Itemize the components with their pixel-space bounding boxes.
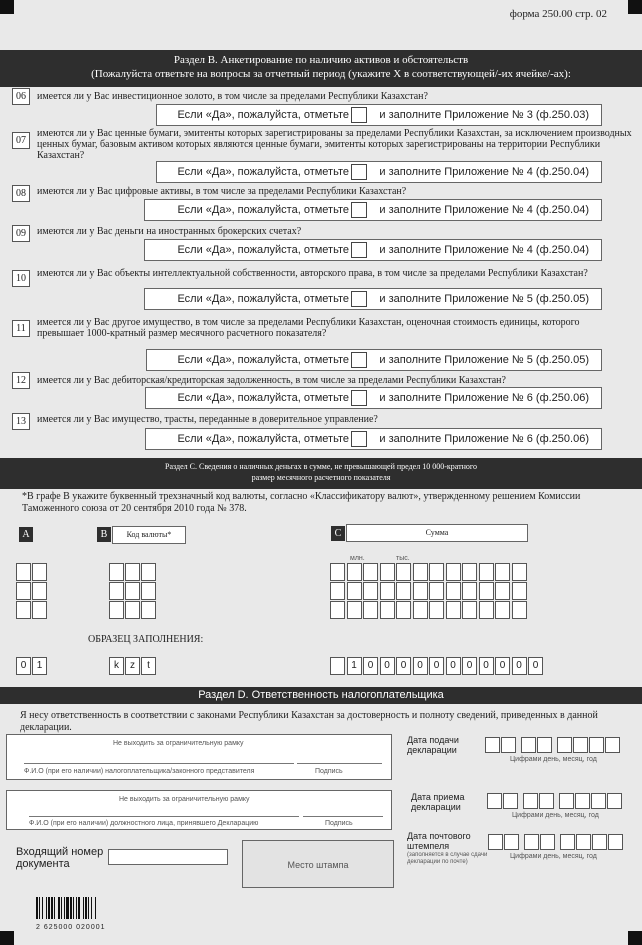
- officer-name-line: [29, 816, 299, 817]
- section-c-title-2: размер месячного расчетного показателя: [251, 473, 391, 482]
- date-postal-label: Дата почтового штемпеля: [407, 831, 471, 851]
- date-cell[interactable]: [537, 737, 552, 753]
- sample-cell-c: 0: [462, 657, 477, 675]
- col-b-header: Код валюты*: [112, 526, 186, 544]
- question-number: 08: [12, 185, 30, 202]
- section-b-title: Раздел B. Анкетирование по наличию активов и обстоятельств: [173, 54, 469, 66]
- question-text: имеются ли у Вас объекты интеллектуальной собственности, авторского права, в том числе за пределами Республики Казахстан?: [37, 268, 588, 279]
- answer-prefix: Если «Да», пожалуйста, отметьте: [177, 166, 349, 178]
- date-cell[interactable]: [501, 737, 516, 753]
- date-cell[interactable]: [591, 793, 606, 809]
- cell-b[interactable]: [125, 601, 140, 619]
- section-c-header: [0, 458, 642, 489]
- cell-c[interactable]: [512, 582, 527, 600]
- col-b-label: B: [97, 527, 111, 542]
- cell-c[interactable]: [446, 582, 461, 600]
- taxpayer-signature-line: [297, 763, 382, 764]
- date-cell[interactable]: [523, 793, 538, 809]
- answer-appendix-ref: и заполните Приложение № 6 (ф.250.06): [379, 392, 589, 404]
- cell-c[interactable]: [479, 601, 494, 619]
- question-text: имеется ли у Вас дебиторская/кредиторская задолженность, в том числе за пределами Республики Казахстан?: [37, 375, 506, 386]
- answer-row: [144, 199, 602, 221]
- cell-c[interactable]: [330, 601, 345, 619]
- section-b-header: [0, 50, 642, 87]
- cell-c[interactable]: [479, 563, 494, 581]
- ths-label: тыс.: [396, 555, 410, 562]
- date-cell[interactable]: [608, 834, 623, 850]
- question-text: имеются ли у Вас ценные бумаги, эмитенты которых зарегистрированы за пределами Республики Казахстан, за исключением производных ценных бумаг, базовым активом которых являются ценные бумаги, эмитенты которых зарегистрированы на территории Республики Казахстан?: [37, 128, 632, 161]
- answer-appendix-ref: и заполните Приложение № 4 (ф.250.04): [379, 244, 589, 256]
- date-submit-label: Дата подачи декларации: [407, 735, 459, 755]
- cell-c[interactable]: [413, 601, 428, 619]
- corner-mark-tl: [0, 0, 14, 14]
- cell-c[interactable]: [347, 601, 362, 619]
- question-number: 06: [12, 88, 30, 105]
- sample-cell-c: 0: [512, 657, 527, 675]
- sample-cell-c: 0: [380, 657, 395, 675]
- cell-c[interactable]: [380, 582, 395, 600]
- sample-cell-c: 1: [347, 657, 362, 675]
- cell-c[interactable]: [462, 601, 477, 619]
- answer-prefix: Если «Да», пожалуйста, отметьте: [177, 354, 349, 366]
- sample-cell-c: 0: [396, 657, 411, 675]
- stamp-area: [242, 840, 394, 888]
- answer-appendix-ref: и заполните Приложение № 4 (ф.250.04): [379, 166, 589, 178]
- cell-b[interactable]: [141, 563, 156, 581]
- date-cell[interactable]: [607, 793, 622, 809]
- answer-row: [144, 239, 602, 261]
- sample-cell-c: [330, 657, 345, 675]
- question-text: имеется ли у Вас инвестиционное золото, в том числе за пределами Республики Казахстан?: [37, 91, 428, 102]
- date-cell[interactable]: [605, 737, 620, 753]
- cell-c[interactable]: [363, 582, 378, 600]
- mln-label: млн.: [350, 555, 365, 562]
- answer-checkbox[interactable]: [351, 164, 367, 180]
- date-cell[interactable]: [557, 737, 572, 753]
- section-b-subtitle: (Пожалуйста ответьте на вопросы за отчетный период (укажите Х в соответствующей/-их ячейке/-ах):: [91, 68, 571, 80]
- sample-label: ОБРАЗЕЦ ЗАПОЛНЕНИЯ:: [88, 634, 204, 645]
- taxpayer-hint: Не выходить за ограничительную рамку: [113, 740, 244, 747]
- date-cell[interactable]: [560, 834, 575, 850]
- sample-cell-c: 0: [429, 657, 444, 675]
- date-cell[interactable]: [540, 834, 555, 850]
- cell-b[interactable]: [125, 563, 140, 581]
- cell-c[interactable]: [380, 563, 395, 581]
- sample-cell-c: 0: [528, 657, 543, 675]
- cell-c[interactable]: [429, 601, 444, 619]
- cell-c[interactable]: [347, 563, 362, 581]
- cell-c[interactable]: [429, 582, 444, 600]
- question-number: 12: [12, 372, 30, 389]
- date-postal-hint: Цифрами день, месяц, год: [510, 853, 597, 860]
- officer-signature-label: Подпись: [325, 820, 353, 827]
- taxpayer-name-box[interactable]: [6, 734, 392, 780]
- cell-b[interactable]: [141, 582, 156, 600]
- barcode-icon: [36, 897, 126, 919]
- date-cell[interactable]: [539, 793, 554, 809]
- sample-cell-b: t: [141, 657, 156, 675]
- section-c-note: *В графе В укажите буквенный трехзначный код валюты, согласно «Классификатору валют», утвержденному решением Комиссии Таможенного союза от 20 сентября 2010 года № 378.: [22, 491, 581, 514]
- date-cell[interactable]: [524, 834, 539, 850]
- answer-appendix-ref: и заполните Приложение № 6 (ф.250.06): [379, 433, 589, 445]
- cell-b[interactable]: [125, 582, 140, 600]
- cell-a[interactable]: [16, 582, 31, 600]
- officer-fio-label: Ф.И.О (при его наличии) должностного лица, принявшего Декларацию: [29, 820, 259, 827]
- answer-checkbox[interactable]: [351, 352, 367, 368]
- answer-checkbox[interactable]: [351, 107, 367, 123]
- cell-b[interactable]: [109, 582, 124, 600]
- cell-c[interactable]: [512, 563, 527, 581]
- answer-prefix: Если «Да», пожалуйста, отметьте: [177, 204, 349, 216]
- taxpayer-signature-label: Подпись: [315, 768, 343, 775]
- answer-row: [145, 387, 602, 409]
- form-number: форма 250.00 стр. 02: [509, 8, 607, 20]
- date-cell[interactable]: [487, 793, 502, 809]
- cell-c[interactable]: [363, 563, 378, 581]
- cell-c[interactable]: [330, 563, 345, 581]
- date-cell[interactable]: [576, 834, 591, 850]
- col-c-label: C: [331, 526, 345, 541]
- date-cell[interactable]: [503, 793, 518, 809]
- answer-appendix-ref: и заполните Приложение № 5 (ф.250.05): [379, 293, 589, 305]
- cell-c[interactable]: [446, 563, 461, 581]
- answer-prefix: Если «Да», пожалуйста, отметьте: [177, 392, 349, 404]
- cell-c[interactable]: [495, 582, 510, 600]
- date-receive-label: Дата приема декларации: [411, 792, 465, 812]
- sample-cell-a: 0: [16, 657, 31, 675]
- cell-a[interactable]: [16, 563, 31, 581]
- question-text: имеются ли у Вас цифровые активы, в том числе за пределами Республики Казахстан?: [37, 186, 407, 197]
- cell-c[interactable]: [330, 582, 345, 600]
- stamp-label: Место штампа: [287, 860, 349, 870]
- answer-appendix-ref: и заполните Приложение № 5 (ф.250.05): [379, 354, 589, 366]
- answer-checkbox[interactable]: [351, 202, 367, 218]
- date-receive-hint: Цифрами день, месяц, год: [512, 812, 599, 819]
- sample-cell-a: 1: [32, 657, 47, 675]
- date-submit-hint: Цифрами день, месяц, год: [510, 756, 597, 763]
- incoming-number-input[interactable]: [108, 849, 228, 865]
- date-cell[interactable]: [488, 834, 503, 850]
- corner-mark-bl: [0, 931, 14, 945]
- question-text: имеется ли у Вас другое имущество, в том числе за пределами Республики Казахстан, оценочная стоимость единицы, которого превышает 1000-кратный размер месячного расчетного показателя?: [37, 317, 580, 339]
- date-cell[interactable]: [559, 793, 574, 809]
- sample-cell-c: 0: [495, 657, 510, 675]
- col-a-label: A: [19, 527, 33, 542]
- responsibility-statement: Я несу ответственность в соответствии с законами Республики Казахстан за достоверность и полноту сведений, приведенных в данной декларации.: [20, 710, 598, 733]
- sample-cell-c: 0: [446, 657, 461, 675]
- taxpayer-name-line: [24, 763, 294, 764]
- cell-c[interactable]: [363, 601, 378, 619]
- answer-checkbox[interactable]: [351, 390, 367, 406]
- question-number: 09: [12, 225, 30, 242]
- sample-cell-c: 0: [479, 657, 494, 675]
- cell-c[interactable]: [396, 563, 411, 581]
- date-cell[interactable]: [589, 737, 604, 753]
- cell-c[interactable]: [462, 563, 477, 581]
- sample-cell-c: 0: [413, 657, 428, 675]
- sample-cell-b: z: [125, 657, 140, 675]
- officer-signature-line: [303, 816, 383, 817]
- corner-mark-tr: [628, 0, 642, 14]
- answer-checkbox[interactable]: [351, 242, 367, 258]
- cell-c[interactable]: [396, 582, 411, 600]
- date-cell[interactable]: [592, 834, 607, 850]
- date-postal-note: (заполняется в случае сдачи декларации по почте): [407, 852, 488, 865]
- cell-c[interactable]: [396, 601, 411, 619]
- cell-c[interactable]: [413, 563, 428, 581]
- incoming-number-label: Входящий номер документа: [16, 846, 104, 870]
- cell-c[interactable]: [446, 601, 461, 619]
- barcode-number: 2 625000 020001: [36, 924, 106, 931]
- question-text: имеются ли у Вас деньги на иностранных брокерских счетах?: [37, 226, 302, 237]
- sample-cell-b: k: [109, 657, 124, 675]
- section-c-title-1: Раздел C. Сведения о наличных деньгах в сумме, не превышающей предел 10 000-кратного: [165, 462, 477, 471]
- cell-b[interactable]: [141, 601, 156, 619]
- cell-c[interactable]: [380, 601, 395, 619]
- col-c-header: Сумма: [346, 524, 528, 542]
- sample-cell-c: 0: [363, 657, 378, 675]
- cell-a[interactable]: [32, 582, 47, 600]
- section-d-header: Раздел D. Ответственность налогоплательщика: [0, 687, 642, 704]
- cell-a[interactable]: [16, 601, 31, 619]
- answer-appendix-ref: и заполните Приложение № 3 (ф.250.03): [379, 109, 589, 121]
- taxpayer-fio-label: Ф.И.О (при его наличии) налогоплательщика/законного представителя: [24, 768, 255, 775]
- question-number: 11: [12, 320, 30, 337]
- question-text: имеется ли у Вас имущество, трасты, переданные в доверительное управление?: [37, 414, 378, 425]
- cell-c[interactable]: [512, 601, 527, 619]
- cell-c[interactable]: [462, 582, 477, 600]
- answer-appendix-ref: и заполните Приложение № 4 (ф.250.04): [379, 204, 589, 216]
- question-number: 10: [12, 270, 30, 287]
- cell-b[interactable]: [109, 563, 124, 581]
- officer-name-box[interactable]: [6, 790, 392, 830]
- answer-checkbox[interactable]: [351, 431, 367, 447]
- cell-b[interactable]: [109, 601, 124, 619]
- cell-c[interactable]: [413, 582, 428, 600]
- date-cell[interactable]: [575, 793, 590, 809]
- answer-row: [145, 428, 602, 450]
- answer-prefix: Если «Да», пожалуйста, отметьте: [177, 433, 349, 445]
- answer-prefix: Если «Да», пожалуйста, отметьте: [177, 244, 349, 256]
- date-cell[interactable]: [573, 737, 588, 753]
- cell-c[interactable]: [429, 563, 444, 581]
- cell-c[interactable]: [495, 563, 510, 581]
- answer-prefix: Если «Да», пожалуйста, отметьте: [177, 293, 349, 305]
- question-number: 07: [12, 132, 30, 149]
- barcode: [36, 897, 126, 931]
- cell-a[interactable]: [32, 563, 47, 581]
- date-cell[interactable]: [485, 737, 500, 753]
- cell-c[interactable]: [479, 582, 494, 600]
- answer-checkbox[interactable]: [351, 291, 367, 307]
- answer-row: [156, 104, 602, 126]
- cell-a[interactable]: [32, 601, 47, 619]
- question-number: 13: [12, 413, 30, 430]
- answer-row: [156, 161, 602, 183]
- officer-hint: Не выходить за ограничительную рамку: [119, 796, 250, 803]
- corner-mark-br: [628, 931, 642, 945]
- cell-c[interactable]: [495, 601, 510, 619]
- date-cell[interactable]: [521, 737, 536, 753]
- answer-row: [146, 349, 602, 371]
- answer-prefix: Если «Да», пожалуйста, отметьте: [177, 109, 349, 121]
- date-cell[interactable]: [504, 834, 519, 850]
- answer-row: [144, 288, 602, 310]
- cell-c[interactable]: [347, 582, 362, 600]
